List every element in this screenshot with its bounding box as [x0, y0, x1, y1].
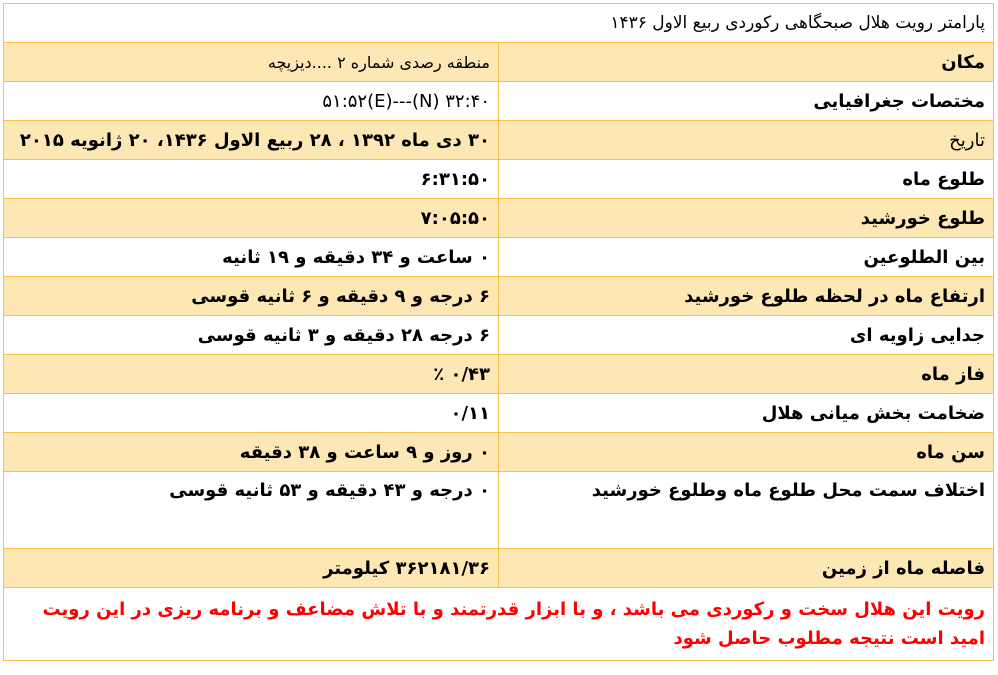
row-label-elongation: جدایی زاویه ای: [499, 316, 994, 355]
row-label-interval: بین الطلوعین: [499, 238, 994, 277]
row-label-azimuth-difference: اختلاف سمت محل طلوع ماه وطلوع خورشید: [499, 472, 994, 549]
table-row: [4, 199, 994, 238]
row-label-date: تاریخ: [499, 121, 994, 160]
row-value-date: ۳۰ دی ماه ۱۳۹۲ ، ۲۸ ربیع الاول ۱۴۳۶، ۲۰ ژانویه ۲۰۱۵: [4, 121, 499, 160]
table-row: [4, 472, 994, 549]
table-title: پارامتر رویت هلال صبحگاهی رکوردی ربیع الاول ۱۴۳۶: [4, 4, 994, 43]
parameter-table: [3, 3, 994, 661]
row-label-moon-age: سن ماه: [499, 433, 994, 472]
table-row: [4, 355, 994, 394]
table-row: [4, 121, 994, 160]
table-row: [4, 43, 994, 82]
row-value-azimuth-difference: ۰ درجه و ۴۳ دقیقه و ۵۳ ثانیه قوسی: [4, 472, 499, 549]
parameter-sheet: [3, 3, 994, 661]
table-row: [4, 394, 994, 433]
row-value-elongation: ۶ درجه ۲۸ دقیقه و ۳ ثانیه قوسی: [4, 316, 499, 355]
row-value-coordinates: ۳۲:۴۰ (N)---۵۱:۵۲(E): [4, 82, 499, 121]
table-row: [4, 433, 994, 472]
table-row: [4, 160, 994, 199]
row-label-coordinates: مختصات جغرافیایی: [499, 82, 994, 121]
table-row: [4, 549, 994, 588]
row-label-moon-distance: فاصله ماه از زمین: [499, 549, 994, 588]
row-value-moon-age: ۰ روز و ۹ ساعت و ۳۸ دقیقه: [4, 433, 499, 472]
row-value-moon-distance: ۳۶۲۱۸۱/۳۶ کیلومتر: [4, 549, 499, 588]
row-value-moon-phase: ۰/۴۳ ٪: [4, 355, 499, 394]
row-label-moonrise: طلوع ماه: [499, 160, 994, 199]
row-label-sunrise: طلوع خورشید: [499, 199, 994, 238]
row-label-moon-phase: فاز ماه: [499, 355, 994, 394]
row-label-location: مکان: [499, 43, 994, 82]
row-label-crescent-width: ضخامت بخش میانی هلال: [499, 394, 994, 433]
table-row: [4, 316, 994, 355]
row-value-sunrise: ۷:۰۵:۵۰: [4, 199, 499, 238]
row-value-moon-altitude: ۶ درجه و ۹ دقیقه و ۶ ثانیه قوسی: [4, 277, 499, 316]
note-text: رویت این هلال سخت و رکوردی می باشد ، و با ابزار قدرتمند و با تلاش مضاعف و برنامه ریزی در این رویت امید است نتیجه مطلوب حاصل شود: [4, 588, 994, 661]
table-row: [4, 238, 994, 277]
row-label-moon-altitude: ارتفاع ماه در لحظه طلوع خورشید: [499, 277, 994, 316]
row-value-crescent-width: ۰/۱۱: [4, 394, 499, 433]
table-row: [4, 277, 994, 316]
row-value-interval: ۰ ساعت و ۳۴ دقیقه و ۱۹ ثانیه: [4, 238, 499, 277]
row-value-location: منطقه رصدی شماره ۲ ....دیزیچه: [4, 43, 499, 82]
row-value-moonrise: ۶:۳۱:۵۰: [4, 160, 499, 199]
table-row: [4, 82, 994, 121]
